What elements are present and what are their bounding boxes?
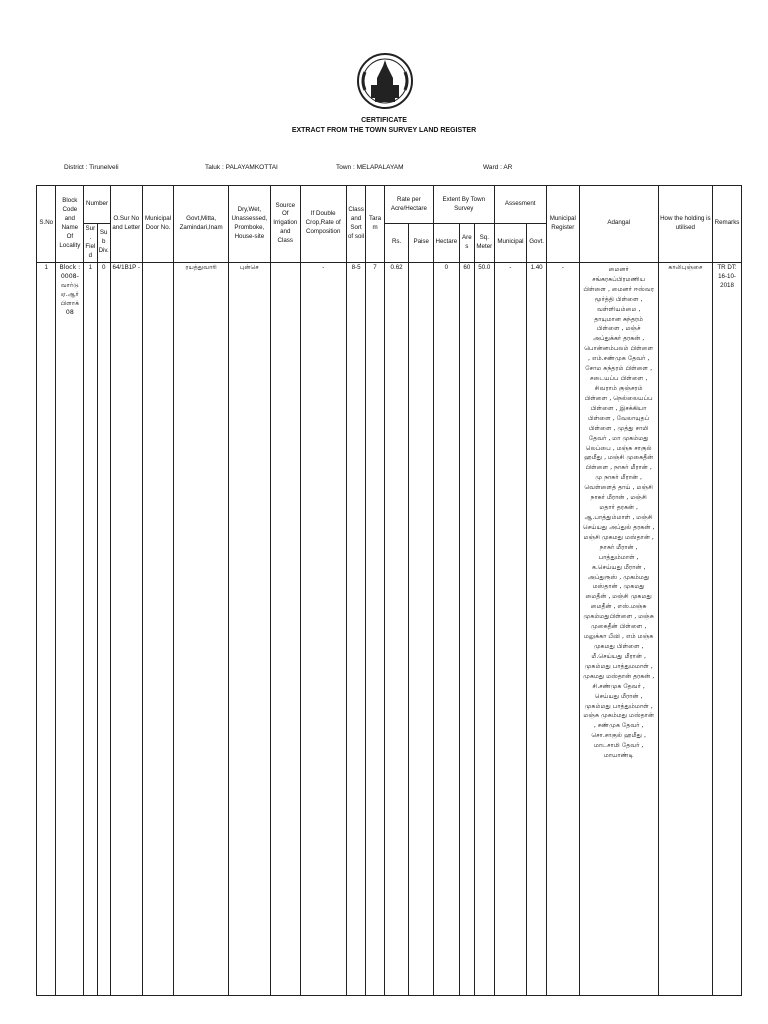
header-remarks: Remarks: [713, 186, 742, 263]
cell-ares: 60: [459, 262, 474, 995]
header-block: Block Code and Name Of Locality: [56, 186, 84, 263]
header-class: Class and Sort of soil: [346, 186, 365, 263]
header-register: Municipal Register: [546, 186, 579, 263]
cell-double: -: [300, 262, 346, 995]
header-adangal: Adangal: [579, 186, 658, 263]
header-number: Number: [84, 186, 111, 224]
header-sno: S.No: [37, 186, 56, 263]
header-source: Source Of Irrigation and Class: [270, 186, 300, 263]
header-sub-div: Sub Div.: [97, 224, 110, 263]
header-paise: Paise: [409, 224, 434, 263]
district-label: District : Tirunelveli: [64, 164, 119, 171]
cell-taram: 7: [366, 262, 384, 995]
header-dry: Dry,Wet, Unassessed, Promboke, House-site: [228, 186, 270, 263]
land-register-table: [36, 185, 742, 996]
cell-dry: புன்செ: [228, 262, 270, 995]
cell-block: Block : 0008- வார்டு ஏ.ஆர் பிளாக் 08: [56, 262, 84, 995]
cell-municipal: -: [494, 262, 527, 995]
tamil-nadu-emblem-icon: [357, 50, 413, 112]
cell-register: -: [546, 262, 579, 995]
cell-govt: ரயத்துவாரி: [174, 262, 228, 995]
table-row: [37, 262, 742, 995]
cell-rs: 0.62: [384, 262, 409, 995]
header-sqm: Sq. Meter: [475, 224, 494, 263]
taluk-label: Taluk : PALAYAMKOTTAI: [205, 164, 278, 171]
certificate-title: CERTIFICATE: [361, 117, 407, 124]
header-rate: Rate per Acre/Hectare: [384, 186, 433, 224]
cell-adangal: மைனர் சங்கரசுப்பிரமணிய பிள்ளை , மைனர் ஈஸ்வர மூர்த்தி பிள்ளை , வள்ளியம்மை , தாயுமான சுந்தரம் பிள்ளை , மஞ்ச் அப்துக்கர் தரகன் , பொன்னம்பலம் பிள்ளை , எம்.சண்முக தேவர் , சோம சுந்தரம் பிள்ளை , சடையப்ப பிள்ளை , சிவராம் குஞ்சரம் பிள்ளை , நெல்லையப்ப பிள்ளை , இசக்கியா பிள்ளை , வேலாயுதப் பிள்ளை , முத்து சாமி தேவர் , மா முகம்மது லெப்பை , மஞ்சு சாகுல் ஹமீது , மஞ்சி முகைதீன் பிள்ளை , நாசுர் மீரான் , மு நாசுர் மீரான் , வெள்ளைத் தாய் , மஞ்சி நாசுர் மீரான் , மஞ்சி மதார் தரகன் , ஆ.பாத்தும்மாள் , மஞ்சி செய்யது அப்துல் தரகன் , மஞ்சி முகமது மஸ்தான் , நாசுர் மீரான் , பாத்தும்மாள் , க.செய்யது மீரான் , அப்துரூஸ் , முகம்மது மஸ்தான் , முகமது மைதீன் , மஞ்சி முகமது மைதீன் , எஸ்.மஞ்சு முகம்மதுபிள்ளை , மஞ்சு முகைதீன் பிள்ளை , மலுக்கா பீவி , எம் மஞ்சு முகமது பிள்ளை , மீ.செய்யது மீரான் , முகம்மது பாத்துமமாள் , முகமது மஸ்தான் தரகன் , சி.சண்முக தேவர் , செய்யது மீரான் , முகம்மது பாத்தும்மாள் , மஞ்சு முகம்மது மஸ்தான் , சண்முக தேவர் , சொ.சாகுல் ஹமீது , மாடசாமி தேவர் , மாயாண்டி: [579, 262, 658, 995]
town-label: Town : MELAPALAYAM: [336, 164, 404, 171]
header-taram: Taram: [366, 186, 384, 263]
header-holding: How the holding is utilised: [658, 186, 712, 263]
cell-osur: 64/1B1P -: [110, 262, 142, 995]
header-osur: O.Sur No and Letter: [110, 186, 142, 263]
cell-holding: காலிபுஞ்சை: [658, 262, 712, 995]
header-govt: Govt,Mitta, Zamindari,Inam: [174, 186, 228, 263]
ward-label: Ward : AR: [483, 164, 513, 171]
header-sur-field: Sur. Field: [84, 224, 97, 263]
header-door: Municipal Door No.: [142, 186, 174, 263]
certificate-subtitle: EXTRACT FROM THE TOWN SURVEY LAND REGISTER: [291, 127, 477, 134]
cell-door: [142, 262, 174, 995]
cell-sqm: 50.0: [475, 262, 494, 995]
cell-sno: 1: [37, 262, 56, 995]
cell-paise: [409, 262, 434, 995]
header-hectare: Hectare: [434, 224, 460, 263]
header-double: If Double Crop,Rate of Composition: [300, 186, 346, 263]
cell-hectare: 0: [434, 262, 460, 995]
cell-govt-val: 1.40: [527, 262, 547, 995]
header-extent: Extent By Town Survey: [434, 186, 495, 224]
cell-remarks: TR DT: 16-10-2018: [713, 262, 742, 995]
header-assess: Assesment: [494, 186, 546, 224]
cell-sub-div: 0: [97, 262, 110, 995]
header-govt-col: Govt.: [527, 224, 547, 263]
cell-source: [270, 262, 300, 995]
cell-sur-field: 1: [84, 262, 97, 995]
header-ares: Ares: [459, 224, 474, 263]
header-municipal: Municipal: [494, 224, 527, 263]
header-rs: Rs.: [384, 224, 409, 263]
cell-class: 8-5: [346, 262, 365, 995]
